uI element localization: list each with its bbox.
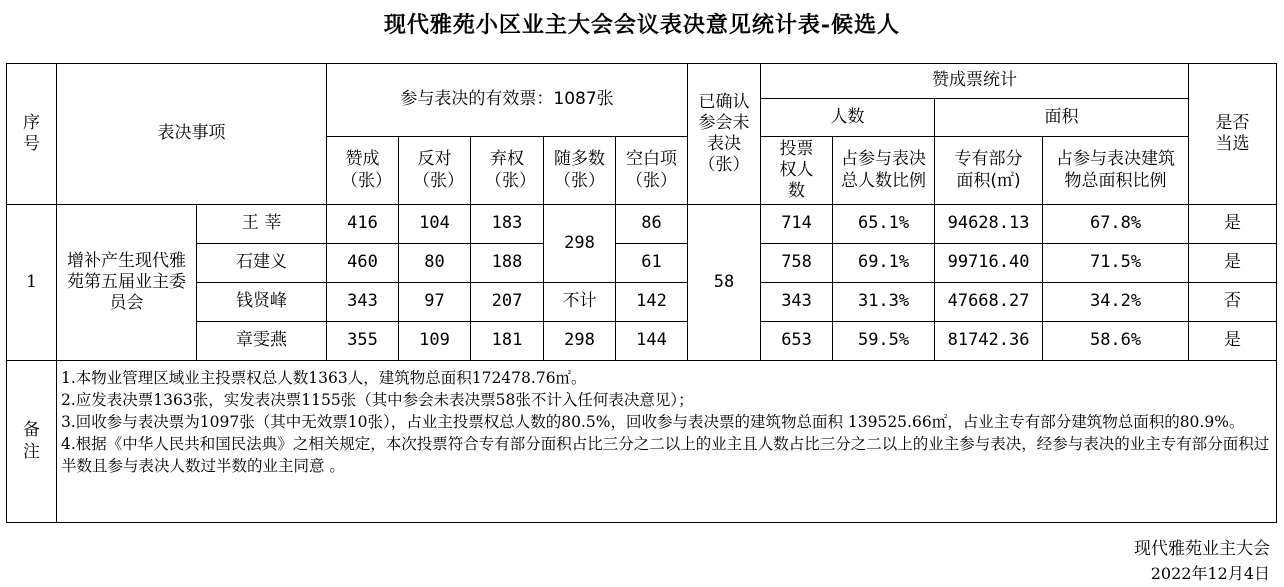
cell-abstain: 183 bbox=[471, 205, 544, 244]
table-row bbox=[7, 283, 1277, 322]
header-is-elected: 是否当选 bbox=[1189, 64, 1277, 205]
cell-voter-ratio: 31.3% bbox=[833, 283, 935, 322]
note-item: 3.回收参与表决票为1097张（其中无效票10张），占业主投票权总人数的80.5%，回收参与表决票的建筑物总面积 139525.66㎡，占业主专有部分建筑物总面积的80.9%。 bbox=[61, 413, 1245, 431]
col-approve: 赞成（张） bbox=[327, 137, 399, 205]
col-area: 专有部分面积(㎡) bbox=[935, 137, 1043, 205]
cell-confirmed-absent: 58 bbox=[688, 205, 761, 361]
footer-date: 2022年12月4日 bbox=[1150, 564, 1270, 583]
cell-area-ratio: 58.6% bbox=[1043, 322, 1189, 361]
cell-elected: 是 bbox=[1189, 244, 1277, 283]
table-row bbox=[7, 322, 1277, 361]
cell-voters: 714 bbox=[761, 205, 833, 244]
cell-area: 47668.27 bbox=[935, 283, 1043, 322]
cell-abstain: 188 bbox=[471, 244, 544, 283]
candidate-name: 石建义 bbox=[197, 244, 327, 283]
col-blank: 空白项（张） bbox=[616, 137, 688, 205]
note-item: 4.根据《中华人民共和国民法典》之相关规定，本次投票符合专有部分面积占比三分之二以上的业主且人数占比三分之二以上的业主参与表决，经参与表决的业主专有部分面积过半数且参与表决人数过半数的业主同意 。 bbox=[61, 435, 1270, 475]
cell-area: 81742.36 bbox=[935, 322, 1043, 361]
cell-approve: 460 bbox=[327, 244, 399, 283]
cell-voters: 758 bbox=[761, 244, 833, 283]
page-title: 现代雅苑小区业主大会会议表决意见统计表-候选人 bbox=[383, 12, 901, 38]
cell-follow-majority-merged: 298 bbox=[544, 205, 616, 283]
note-item: 1.本物业管理区域业主投票权总人数1363人，建筑物总面积172478.76㎡。 bbox=[61, 369, 587, 387]
cell-blank: 61 bbox=[616, 244, 688, 283]
col-voter-ratio: 占参与表决总人数比例 bbox=[833, 137, 935, 205]
header-area-group: 面积 bbox=[935, 99, 1189, 137]
cell-area: 94628.13 bbox=[935, 205, 1043, 244]
candidate-name: 钱贤峰 bbox=[197, 283, 327, 322]
cell-elected: 是 bbox=[1189, 322, 1277, 361]
cell-voters: 653 bbox=[761, 322, 833, 361]
cell-abstain: 181 bbox=[471, 322, 544, 361]
cell-oppose: 97 bbox=[399, 283, 471, 322]
candidate-name: 王 莘 bbox=[197, 205, 327, 244]
col-follow-majority: 随多数（张） bbox=[544, 137, 616, 205]
cell-voter-ratio: 69.1% bbox=[833, 244, 935, 283]
table-row bbox=[7, 205, 1277, 244]
cell-elected: 否 bbox=[1189, 283, 1277, 322]
candidate-name: 章雯燕 bbox=[197, 322, 327, 361]
col-voters: 投票权人数 bbox=[761, 137, 833, 205]
cell-oppose: 109 bbox=[399, 322, 471, 361]
header-approve-stats: 赞成票统计 bbox=[761, 64, 1189, 99]
cell-approve: 416 bbox=[327, 205, 399, 244]
cell-follow-majority: 不计 bbox=[544, 283, 616, 322]
cell-blank: 144 bbox=[616, 322, 688, 361]
footer-organization: 现代雅苑业主大会 bbox=[1134, 539, 1270, 559]
cell-blank: 142 bbox=[616, 283, 688, 322]
cell-follow-majority: 298 bbox=[544, 322, 616, 361]
cell-voter-ratio: 59.5% bbox=[833, 322, 935, 361]
cell-voter-ratio: 65.1% bbox=[833, 205, 935, 244]
vote-statistics-table bbox=[6, 63, 1277, 523]
cell-abstain: 207 bbox=[471, 283, 544, 322]
cell-voters: 343 bbox=[761, 283, 833, 322]
cell-approve: 343 bbox=[327, 283, 399, 322]
header-matter: 表决事项 bbox=[57, 64, 327, 205]
cell-area-ratio: 71.5% bbox=[1043, 244, 1189, 283]
cell-area: 99716.40 bbox=[935, 244, 1043, 283]
cell-elected: 是 bbox=[1189, 205, 1277, 244]
col-area-ratio: 占参与表决建筑物总面积比例 bbox=[1043, 137, 1189, 205]
header-valid-votes: 参与表决的有效票：1087张 bbox=[327, 64, 688, 137]
cell-oppose: 80 bbox=[399, 244, 471, 283]
row-matter: 增补产生现代雅苑第五届业主委员会 bbox=[57, 205, 197, 361]
notes-content bbox=[57, 361, 1277, 523]
cell-area-ratio: 34.2% bbox=[1043, 283, 1189, 322]
header-seq: 序号 bbox=[7, 64, 57, 205]
notes-row bbox=[7, 361, 1277, 523]
header-confirmed-absent: 已确认参会未表决（张） bbox=[688, 64, 761, 205]
notes-label: 备注 bbox=[7, 361, 57, 523]
table-row bbox=[7, 244, 1277, 283]
col-abstain: 弃权（张） bbox=[471, 137, 544, 205]
cell-oppose: 104 bbox=[399, 205, 471, 244]
cell-blank: 86 bbox=[616, 205, 688, 244]
header-count-group: 人数 bbox=[761, 99, 935, 137]
cell-approve: 355 bbox=[327, 322, 399, 361]
col-oppose: 反对（张） bbox=[399, 137, 471, 205]
row-seq: 1 bbox=[7, 205, 57, 361]
note-item: 2.应发表决票1363张，实发表决票1155张（其中参会未表决票58张不计入任何表决意见）； bbox=[61, 391, 694, 409]
cell-area-ratio: 67.8% bbox=[1043, 205, 1189, 244]
